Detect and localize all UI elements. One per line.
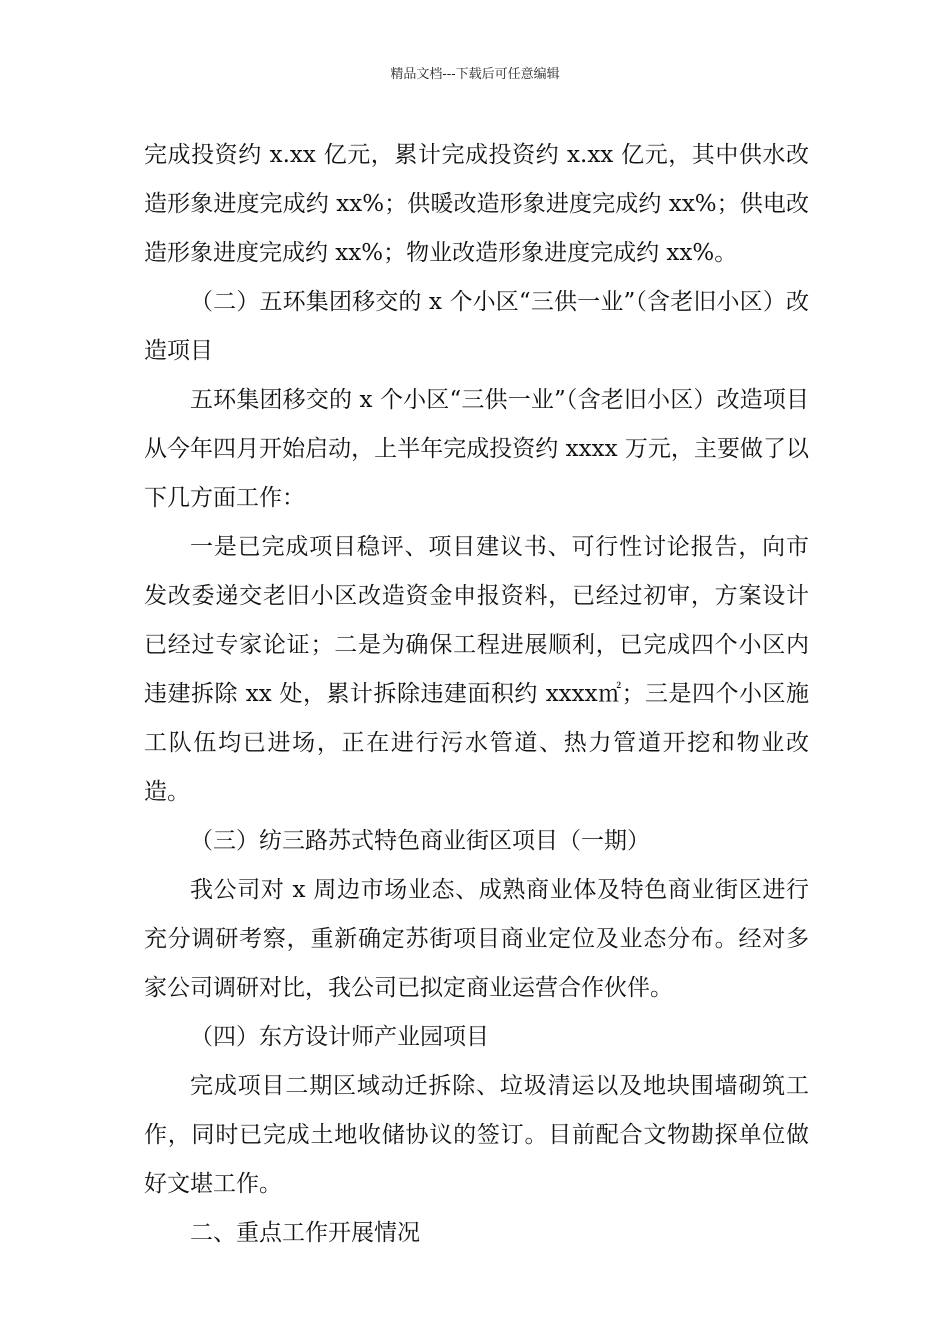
section-heading-4: （四）东方设计师产业园项目 bbox=[190, 1024, 489, 1050]
paragraph-section-4: 完成项目二期区域动迁拆除、垃圾清运以及地块围墙砌筑工作，同时已完成土地收储协议的签订。目前配合文物勘探单位做好文堪工作。 bbox=[144, 1073, 809, 1197]
document-body bbox=[144, 131, 809, 1258]
paragraph-progress: 完成投资约 x.xx 亿元，累计完成投资约 x.xx 亿元，其中供水改造形象进度完成约 xx%；供暖改造形象进度完成约 xx%；供电改造形象进度完成约 xx%；物业改造形象进度完成约 xx%。 bbox=[144, 142, 809, 266]
section-heading-3: （三）纺三路苏式特色商业街区项目（一期） bbox=[190, 828, 650, 854]
chapter-heading-2: 二、重点工作开展情况 bbox=[190, 1220, 420, 1246]
section-heading-2: （二）五环集团移交的 x 个小区“三供一业”（含老旧小区）改造项目 bbox=[144, 289, 809, 364]
paragraph-section-2-intro: 五环集团移交的 x 个小区“三供一业”（含老旧小区）改造项目从今年四月开始启动，上半年完成投资约 xxxx 万元，主要做了以下几方面工作： bbox=[144, 387, 809, 511]
paragraph-section-2-details: 一是已完成项目稳评、项目建议书、可行性讨论报告，向市发改委递交老旧小区改造资金申报资料，已经过初审，方案设计已经过专家论证；二是为确保工程进展顺利，已完成四个小区内违建拆除 xx 处，累计拆除违建面积约 xxxx㎡；三是四个小区施工队伍均已进场，正在进行污水管道、热力管道开挖和物业改造。 bbox=[144, 534, 809, 805]
page-header: 精品文档---下载后可任意编辑 bbox=[390, 67, 560, 82]
paragraph-section-3: 我公司对 x 周边市场业态、成熟商业体及特色商业街区进行充分调研考察，重新确定苏街项目商业定位及业态分布。经对多家公司调研对比，我公司已拟定商业运营合作伙伴。 bbox=[144, 877, 809, 1001]
